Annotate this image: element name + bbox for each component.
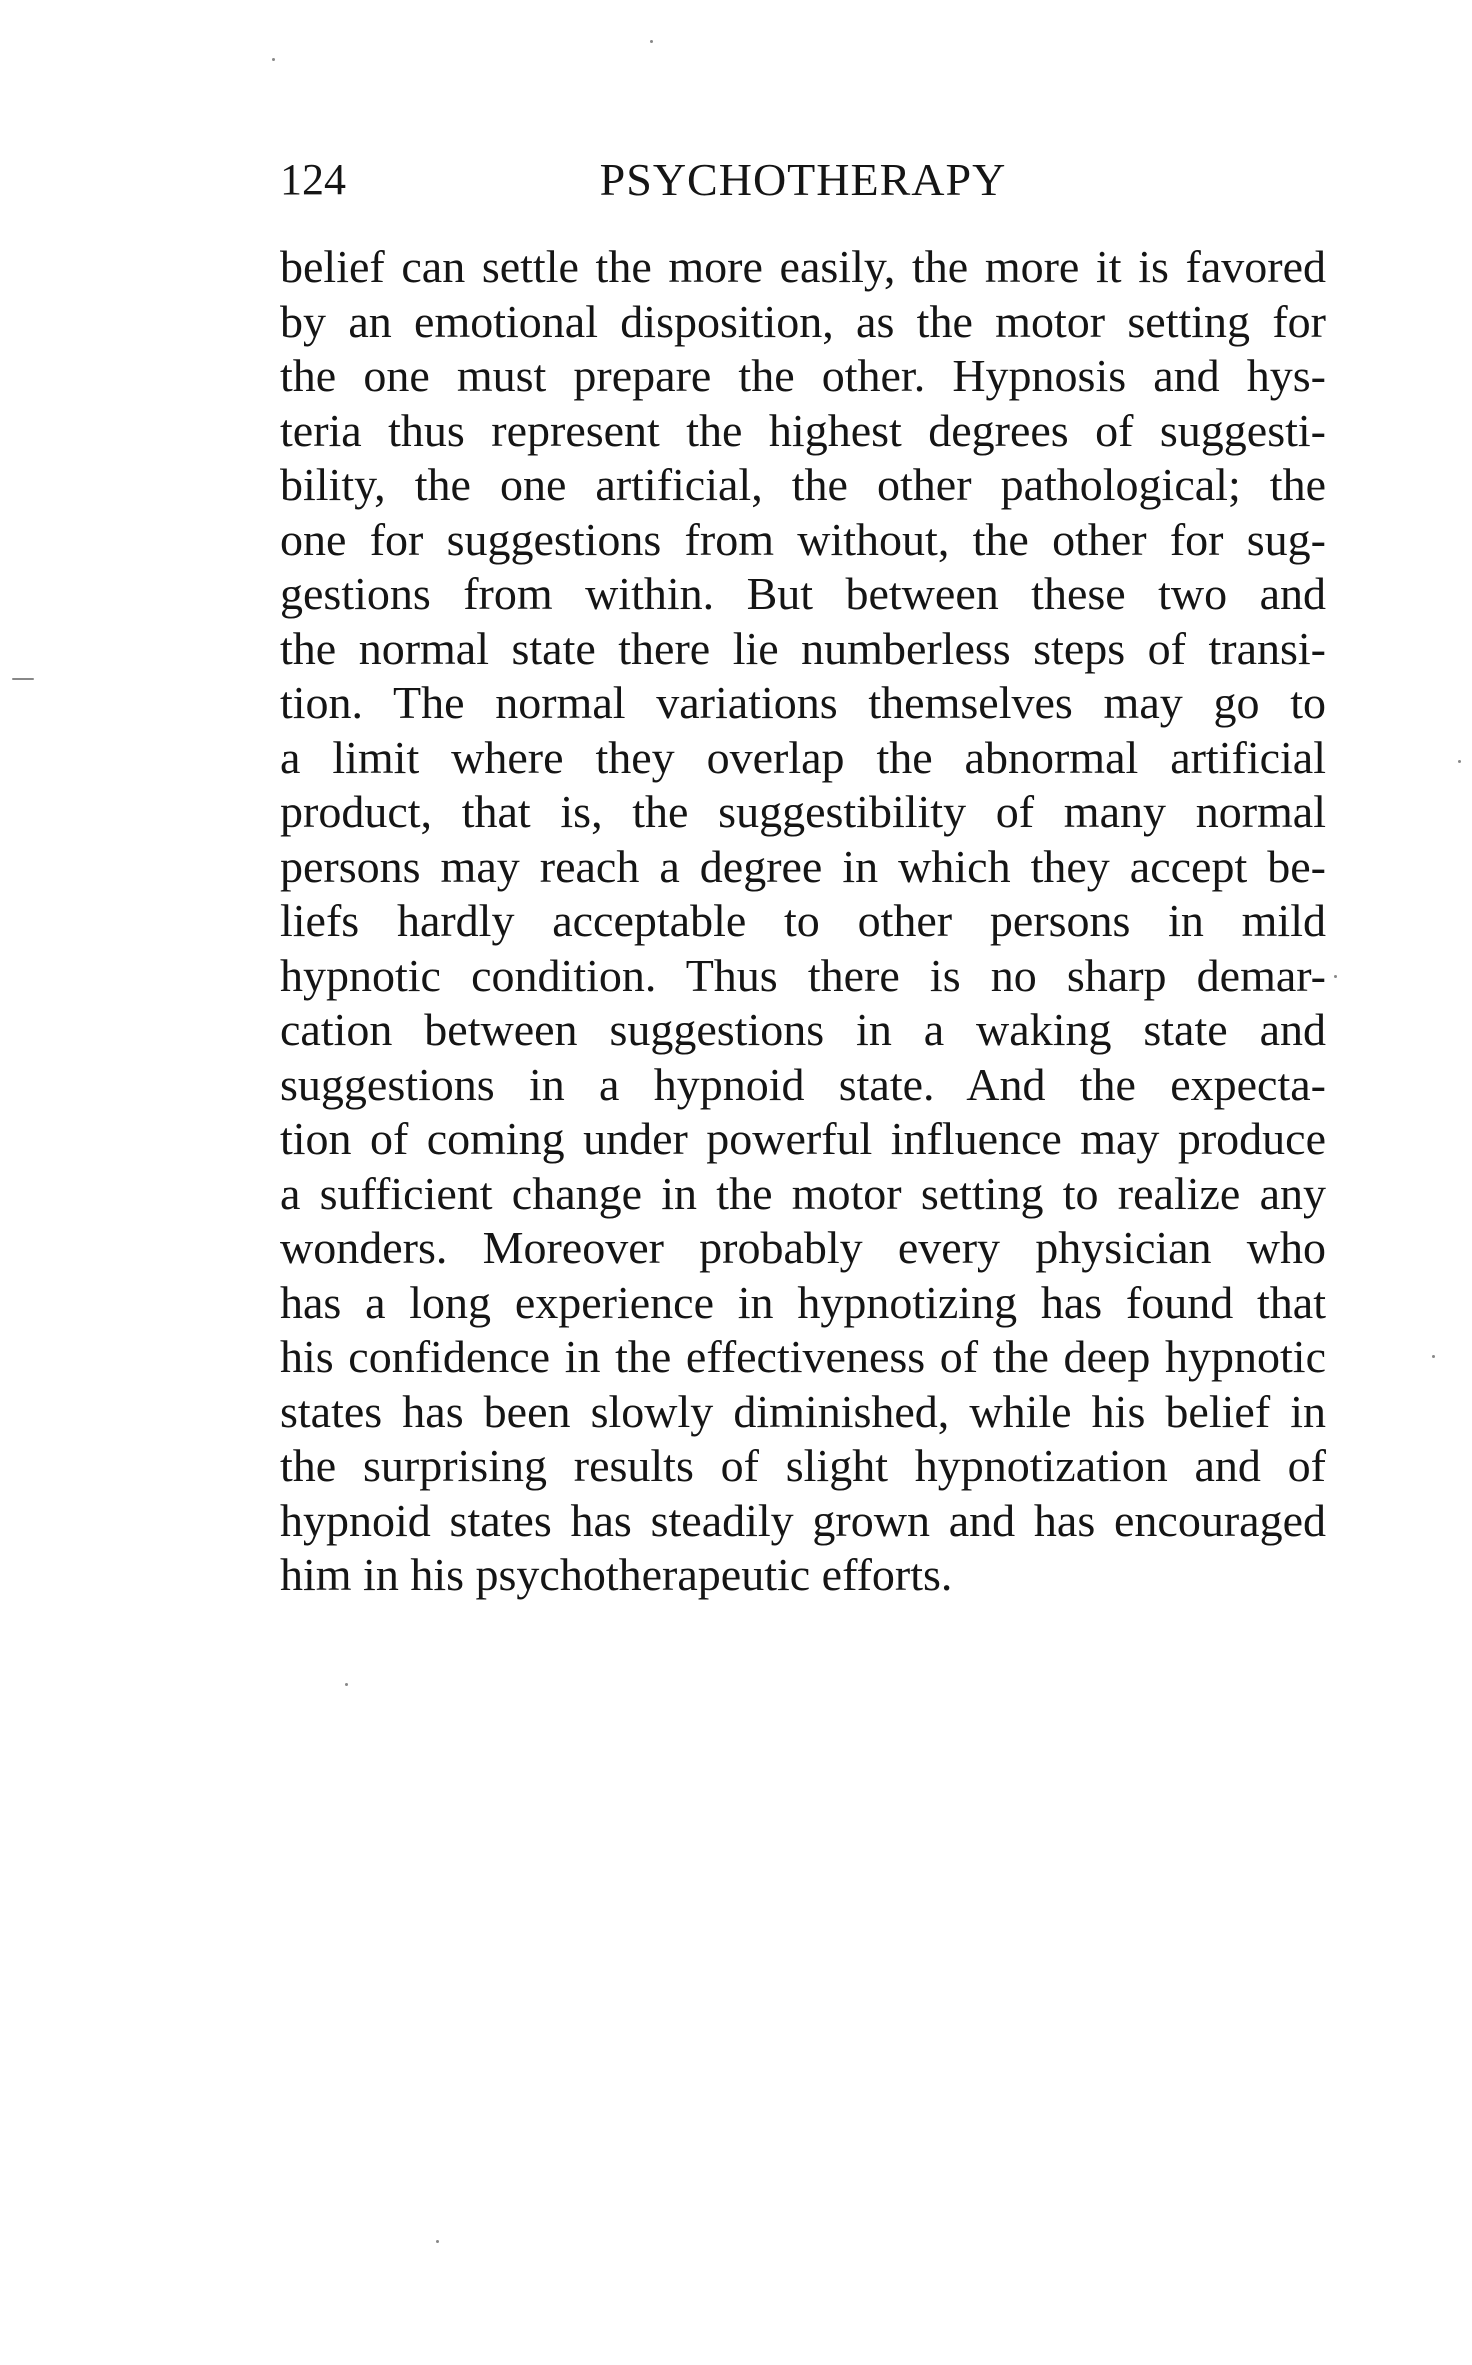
text-line: product, that is, the suggestibility of many normal: [280, 786, 1326, 837]
text-line: him in his psychotherapeutic efforts.: [280, 1549, 953, 1600]
running-title: PSYCHOTHERAPY: [599, 154, 1007, 205]
text-line: cation between suggestions in a waking state and: [280, 1004, 1326, 1055]
text-line: liefs hardly acceptable to other persons in mild: [280, 895, 1326, 946]
text-line: persons may reach a degree in which they accept be-: [280, 840, 1326, 892]
scan-speck: [1432, 1355, 1435, 1358]
page-number: 124: [280, 155, 346, 204]
text-line: suggestions in a hypnoid state. And the expecta-: [280, 1058, 1326, 1110]
scan-speck: [436, 2240, 439, 2243]
scan-speck: [1458, 760, 1461, 763]
text-line: a limit where they overlap the abnormal artificial: [280, 731, 1326, 783]
scan-speck: [12, 678, 34, 680]
text-line: wonders. Moreover probably every physician who: [280, 1222, 1326, 1273]
text-line: a sufficient change in the motor setting to realize any: [280, 1167, 1326, 1219]
text-line: teria thus represent the highest degrees of suggesti-: [280, 404, 1326, 456]
text-line: hypnotic condition. Thus there is no sharp demar-: [280, 949, 1326, 1001]
text-line: belief can settle the more easily, the more it is favored: [280, 241, 1326, 292]
text-line: states has been slowly diminished, while his belief in: [280, 1385, 1326, 1437]
text-line: the one must prepare the other. Hypnosis and hys-: [280, 350, 1326, 401]
text-line: tion. The normal variations themselves may go to: [280, 677, 1326, 728]
text-line: tion of coming under powerful influence may produce: [280, 1113, 1326, 1164]
text-line: the normal state there lie numberless steps of transi-: [280, 622, 1326, 674]
running-head: [280, 150, 1326, 210]
text-line: bility, the one artificial, the other pathological; the: [280, 459, 1326, 510]
scan-speck: [650, 40, 653, 43]
body-paragraph: [280, 240, 1326, 1603]
scan-speck: [345, 1683, 348, 1686]
text-line: his confidence in the effectiveness of the deep hypnotic: [280, 1331, 1326, 1382]
scan-speck: [1334, 975, 1337, 978]
text-line: has a long experience in hypnotizing has found that: [280, 1276, 1326, 1328]
scan-speck: [272, 58, 275, 61]
text-line: the surprising results of slight hypnotization and of: [280, 1440, 1326, 1491]
text-line: by an emotional disposition, as the motor setting for: [280, 295, 1326, 347]
text-line: gestions from within. But between these two and: [280, 568, 1326, 619]
text-line: hypnoid states has steadily grown and has encouraged: [280, 1494, 1326, 1546]
text-line: one for suggestions from without, the other for sug-: [280, 513, 1326, 565]
